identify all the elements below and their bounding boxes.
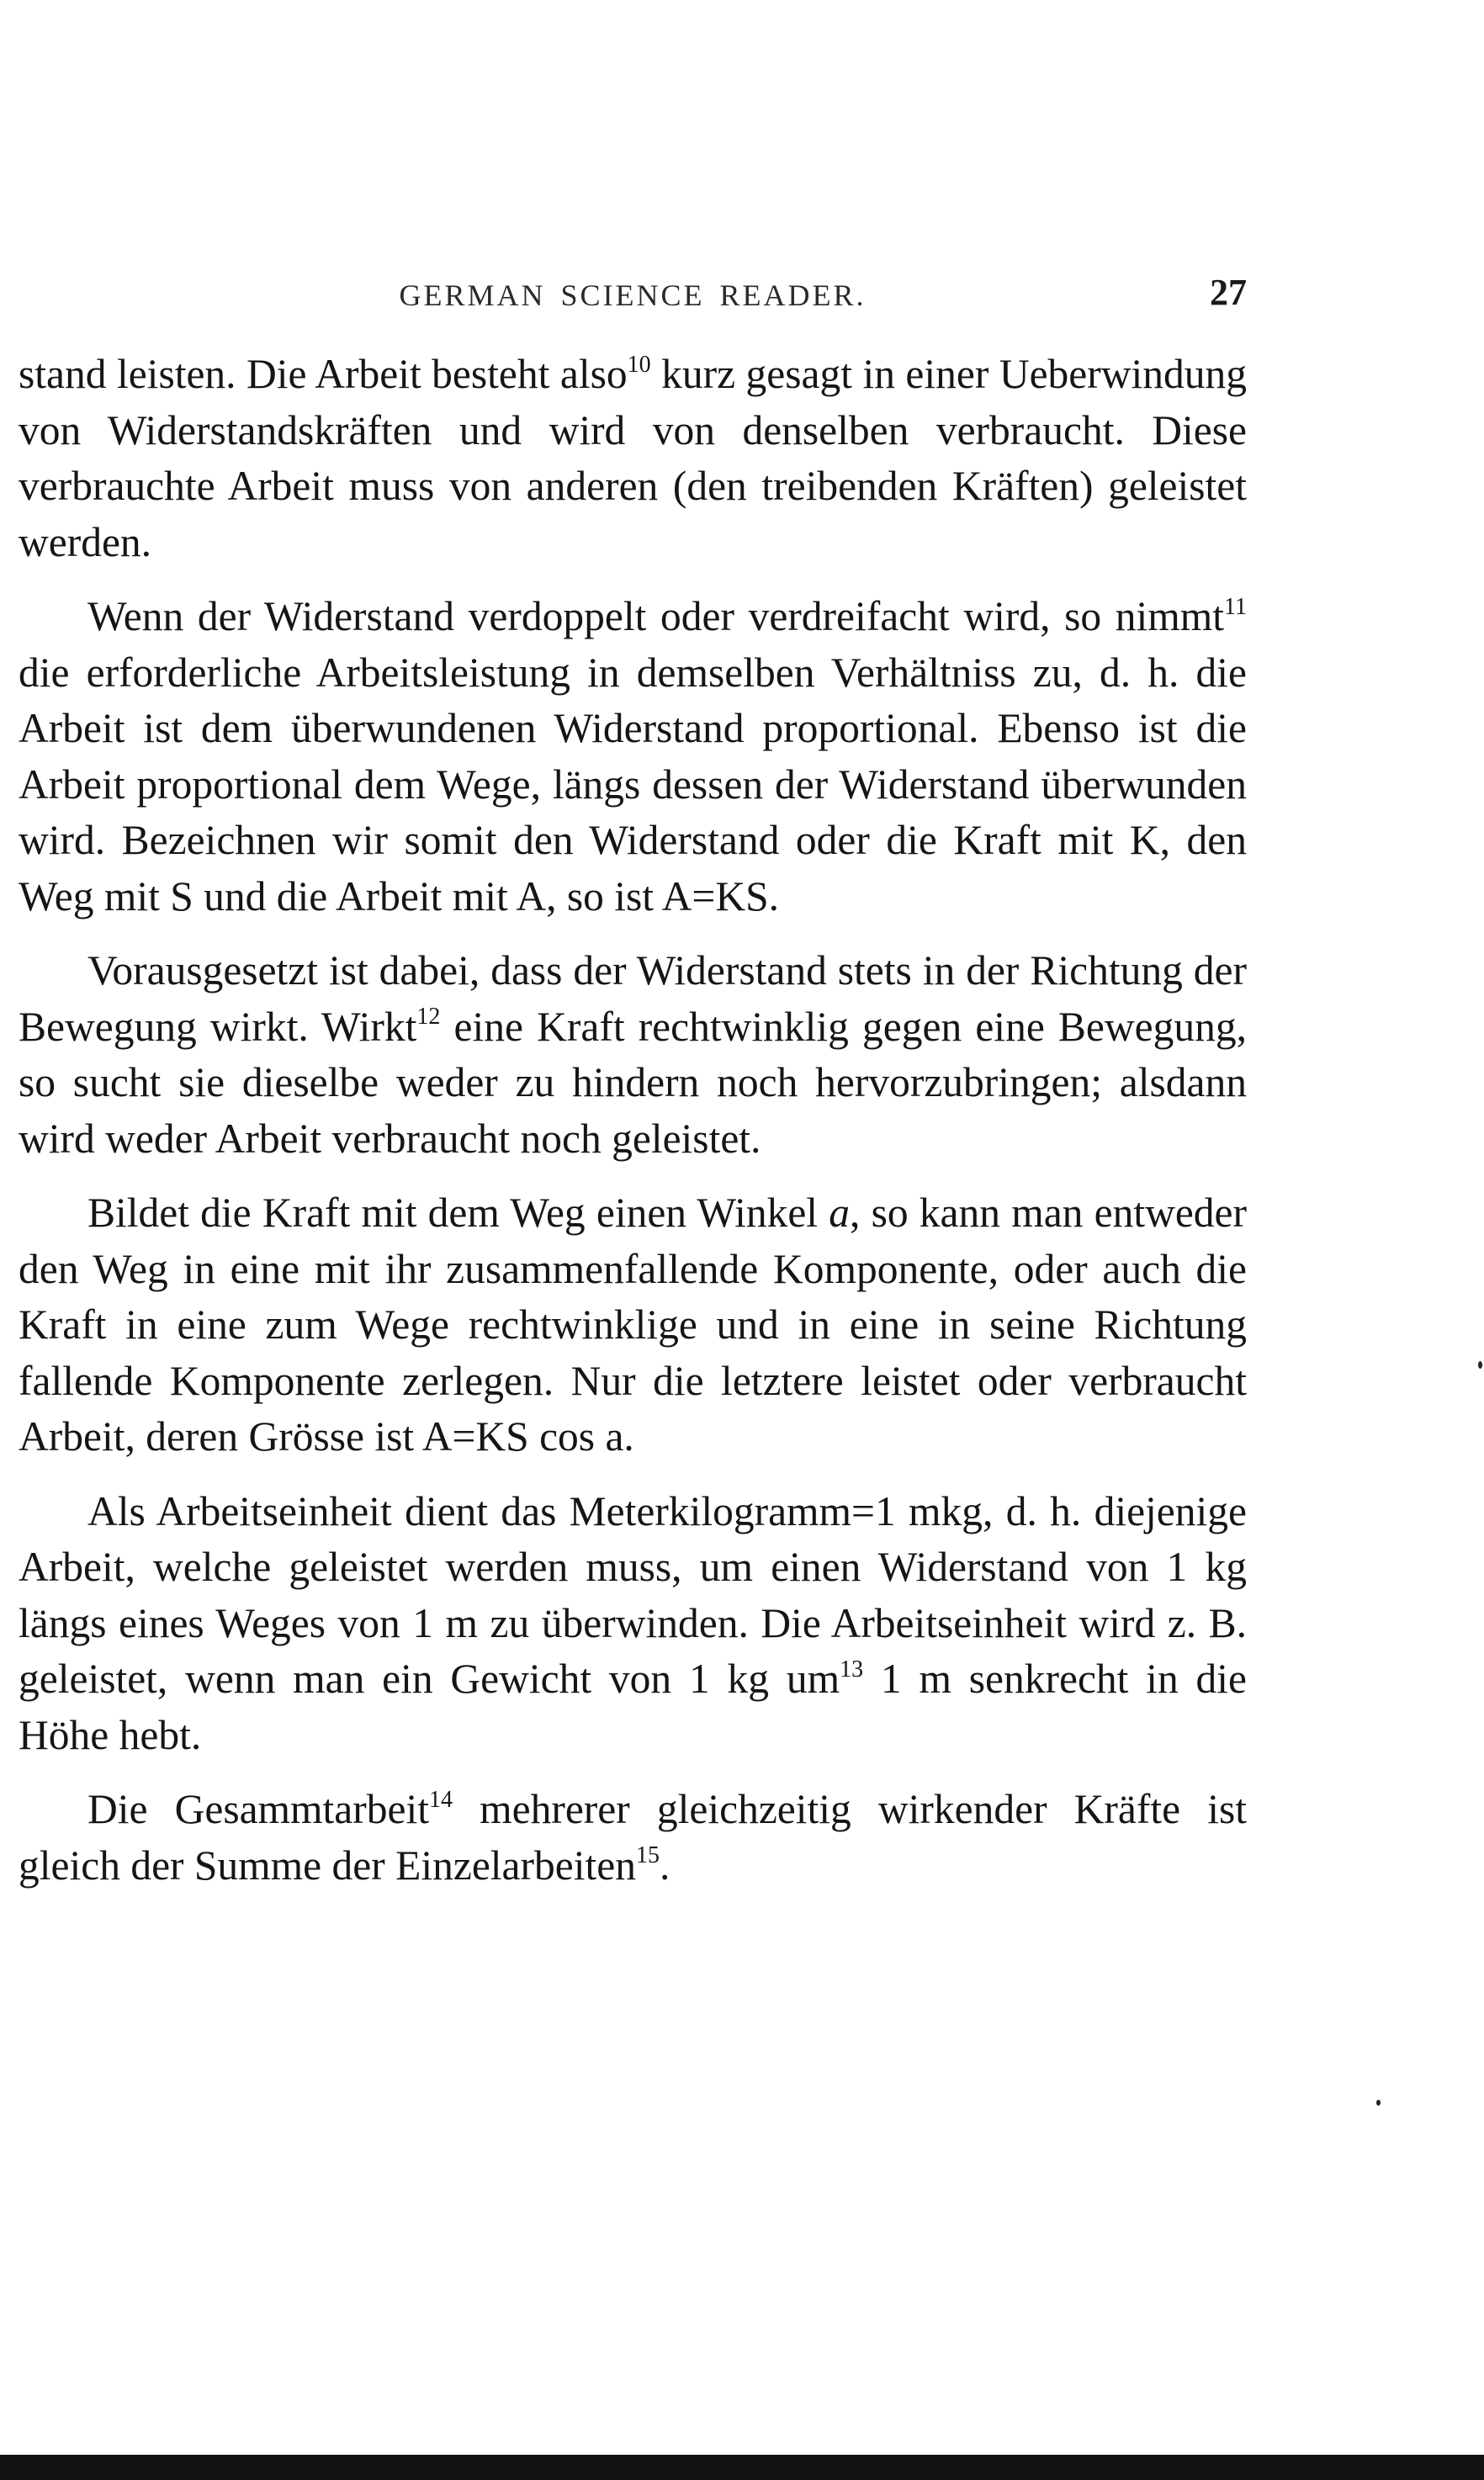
footnote-marker: 12: [416, 1004, 441, 1030]
text-run: Vorausgesetzt ist dabei, dass der Widerstand stets in der Richtung der Bewegung wirkt. Wirkt: [19, 947, 1247, 1050]
paragraph-3: [19, 943, 1247, 1167]
text-run: die erforderliche Arbeitsleistung in demselben Verhältniss zu, d. h. die Arbeit ist dem überwundenen Widerstand proportional. Ebenso ist die Arbeit proportional dem Wege, längs dessen der Widerstand überwunden wird. Bezeichnen wir somit den Widerstand oder die Kraft mit K, den Weg mit S und die Arbeit mit A, so ist A=KS.: [19, 649, 1247, 919]
text-run: kurz gesagt in einer Ueberwindung von Widerstandskräften und wird von denselben verbraucht. Diese verbrauchte Arbeit muss von anderen (den treibenden Kräften) geleistet werden.: [19, 351, 1248, 565]
text-run: .: [659, 1841, 670, 1889]
text-run: stand leisten. Die Arbeit besteht also: [19, 351, 628, 397]
text-run: Als Arbeitseinheit dient das Meterkilogramm=1 mkg, d. h. diejenige Arbeit, welche geleistet werden muss, um einen Widerstand von 1 kg längs eines Weges von 1 m zu überwinden. Die Arbeitseinheit wird z. B. geleistet, wenn man ein Gewicht von 1 kg um: [19, 1487, 1247, 1702]
paragraph-4: [19, 1185, 1247, 1465]
body-text: [19, 347, 1247, 1894]
paragraph-1: [19, 347, 1247, 570]
footnote-marker: 10: [627, 351, 651, 378]
paragraph-6: [19, 1782, 1247, 1894]
paragraph-2: [19, 589, 1247, 925]
italic-symbol: a: [829, 1190, 851, 1236]
text-run: 1 m senkrecht in die Höhe hebt.: [19, 1656, 1247, 1758]
text-run: , so kann man entweder den Weg in eine mit ihr zusammenfallende Komponente, oder auch die Kraft in eine zum Wege rechtwinklige und in eine in seine Richtung fallende Komponente zerlegen. Nur die letztere leistet oder verbraucht Arbeit, deren Grösse ist A=KS cos a.: [19, 1190, 1248, 1460]
text-run: mehrerer gleichzeitig wirkender Kräfte ist gleich der Summe der Einzelarbeiten: [19, 1786, 1247, 1889]
footnote-marker: 11: [1224, 593, 1247, 620]
scan-edge-bar: [0, 2455, 1484, 2480]
print-speck: [1376, 2100, 1381, 2106]
running-head: [19, 274, 1247, 325]
text-run: Wenn der Widerstand verdoppelt oder verdreifacht wird, so nimmt: [87, 593, 1225, 639]
page-number: 27: [1210, 272, 1247, 313]
footnote-marker: 15: [635, 1842, 660, 1868]
text-run: Bildet die Kraft mit dem Weg einen Winkel: [87, 1190, 829, 1236]
print-speck: [1478, 1361, 1482, 1369]
text-run: eine Kraft rechtwinklig gegen eine Bewegung, so sucht sie dieselbe weder zu hindern noch hervorzubringen; alsdann wird weder Arbeit verbraucht noch geleistet.: [19, 1003, 1247, 1162]
footnote-marker: 14: [429, 1786, 453, 1813]
footnote-marker: 13: [840, 1656, 864, 1682]
text-run: Die Gesammtarbeit: [87, 1786, 429, 1832]
running-head-title: GERMAN SCIENCE READER.: [399, 278, 867, 312]
paragraph-5: [19, 1484, 1247, 1764]
